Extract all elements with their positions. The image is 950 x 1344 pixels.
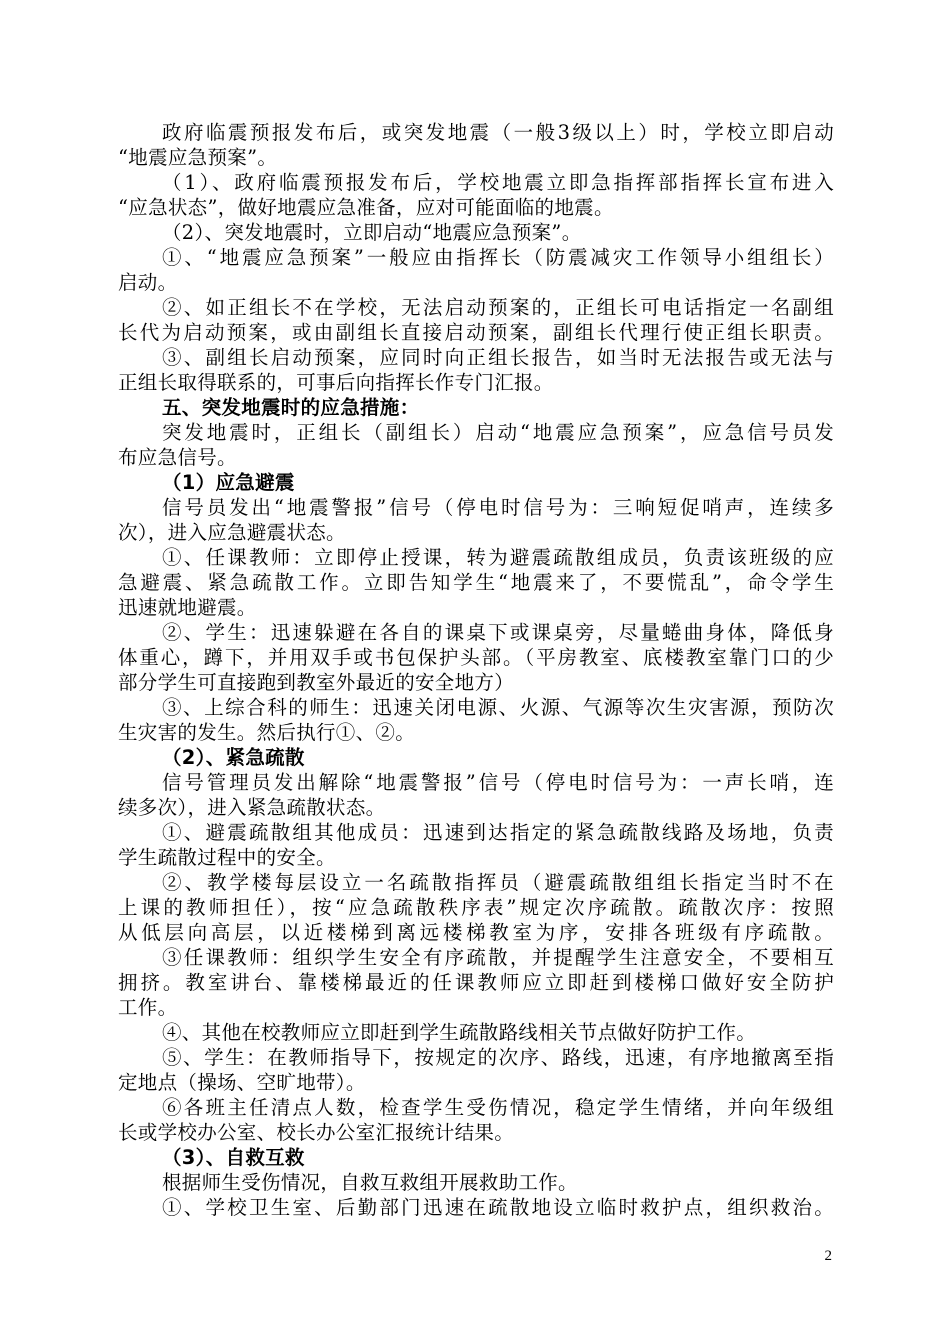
text-line: 急避震、紧急疏散工作。立即告知学生“地震来了，不要慌乱”，命令学生 <box>118 571 834 594</box>
document-body <box>118 120 834 1220</box>
section-heading: （1）应急避震 <box>162 471 295 494</box>
text-line: ②、如正组长不在学校，无法启动预案的，正组长可电话指定一名副组 <box>162 296 834 319</box>
text-line: 生灾害的发生。然后执行①、②。 <box>118 721 416 744</box>
text-line: 迅速就地避震。 <box>118 596 257 619</box>
text-line: 长代为启动预案，或由副组长直接启动预案，副组长代理行使正组长职责。 <box>118 321 834 344</box>
text-line: 信号员发出“地震警报”信号（停电时信号为：三响短促哨声，连续多 <box>162 496 834 519</box>
text-line: ②、学生：迅速躲避在各自的课桌下或课桌旁，尽量蜷曲身体，降低身 <box>162 621 834 644</box>
text-line: “应急状态”，做好地震应急准备，应对可能面临的地震。 <box>118 196 614 219</box>
text-line: 长或学校办公室、校长办公室汇报统计结果。 <box>118 1121 515 1144</box>
text-line: 信号管理员发出解除“地震警报”信号（停电时信号为：一声长哨，连 <box>162 771 834 794</box>
text-line: ①、学校卫生室、后勤部门迅速在疏散地设立临时救护点，组织救治。 <box>162 1196 834 1219</box>
section-heading: （2）、紧急疏散 <box>162 746 305 769</box>
text-line: ①、避震疏散组其他成员：迅速到达指定的紧急疏散线路及场地，负责 <box>162 821 834 844</box>
text-line: 体重心，蹲下，并用双手或书包保护头部。（平房教室、底楼教室靠门口的少 <box>118 646 834 669</box>
text-line: 突发地震时，正组长（副组长）启动“地震应急预案”，应急信号员发 <box>162 421 834 444</box>
text-line: ①、“地震应急预案”一般应由指挥长（防震减灾工作领导小组组长） <box>162 246 834 269</box>
text-line: （2）、突发地震时，立即启动“地震应急预案”。 <box>162 221 582 244</box>
text-line: 布应急信号。 <box>118 446 237 469</box>
text-line: 从低层向高层，以近楼梯到离远楼梯教室为序，安排各班级有序疏散。 <box>118 921 834 944</box>
text-line: 定地点（操场、空旷地带）。 <box>118 1071 366 1094</box>
text-line: ①、任课教师：立即停止授课，转为避震疏散组成员，负责该班级的应 <box>162 546 834 569</box>
text-line: ③、副组长启动预案，应同时向正组长报告，如当时无法报告或无法与 <box>162 346 834 369</box>
section-heading: （3）、自救互救 <box>162 1146 305 1169</box>
text-line: 学生疏散过程中的安全。 <box>118 846 336 869</box>
text-line: （1）、政府临震预报发布后，学校地震立即急指挥部指挥长宣布进入 <box>162 171 834 194</box>
text-line: 部分学生可直接跑到教室外最近的安全地方） <box>118 671 515 694</box>
text-line: ⑥各班主任清点人数，检查学生受伤情况，稳定学生情绪，并向年级组 <box>162 1096 834 1119</box>
text-line: ④、其他在校教师应立即赶到学生疏散路线相关节点做好防护工作。 <box>162 1021 757 1044</box>
text-line: “地震应急预案”。 <box>118 146 278 169</box>
text-line: 根据师生受伤情况，自救互救组开展救助工作。 <box>162 1171 578 1194</box>
text-line: 启动。 <box>118 271 178 294</box>
text-line: 上课的教师担任），按“应急疏散秩序表”规定次序疏散。疏散次序：按照 <box>118 896 834 919</box>
text-line: ③任课教师：组织学生安全有序疏散，并提醒学生注意安全，不要相互 <box>162 946 834 969</box>
text-line: ③、上综合科的师生：迅速关闭电源、火源、气源等次生灾害源，预防次 <box>162 696 834 719</box>
text-line: 政府临震预报发布后，或突发地震（一般3级以上）时，学校立即启动 <box>162 121 834 144</box>
text-line: ⑤、学生：在教师指导下，按规定的次序、路线，迅速，有序地撤离至指 <box>162 1046 834 1069</box>
text-line: 次），进入应急避震状态。 <box>118 521 346 544</box>
text-line: ②、教学楼每层设立一名疏散指挥员（避震疏散组组长指定当时不在 <box>162 871 834 894</box>
text-line: 拥挤。教室讲台、靠楼梯最近的任课教师应立即赶到楼梯口做好安全防护 <box>118 971 834 994</box>
text-line: 工作。 <box>118 996 178 1019</box>
text-line: 续多次），进入紧急疏散状态。 <box>118 796 386 819</box>
section-heading: 五、突发地震时的应急措施： <box>162 396 420 419</box>
page-number: 2 <box>824 1248 832 1264</box>
text-line: 正组长取得联系的，可事后向指挥长作专门汇报。 <box>118 371 554 394</box>
